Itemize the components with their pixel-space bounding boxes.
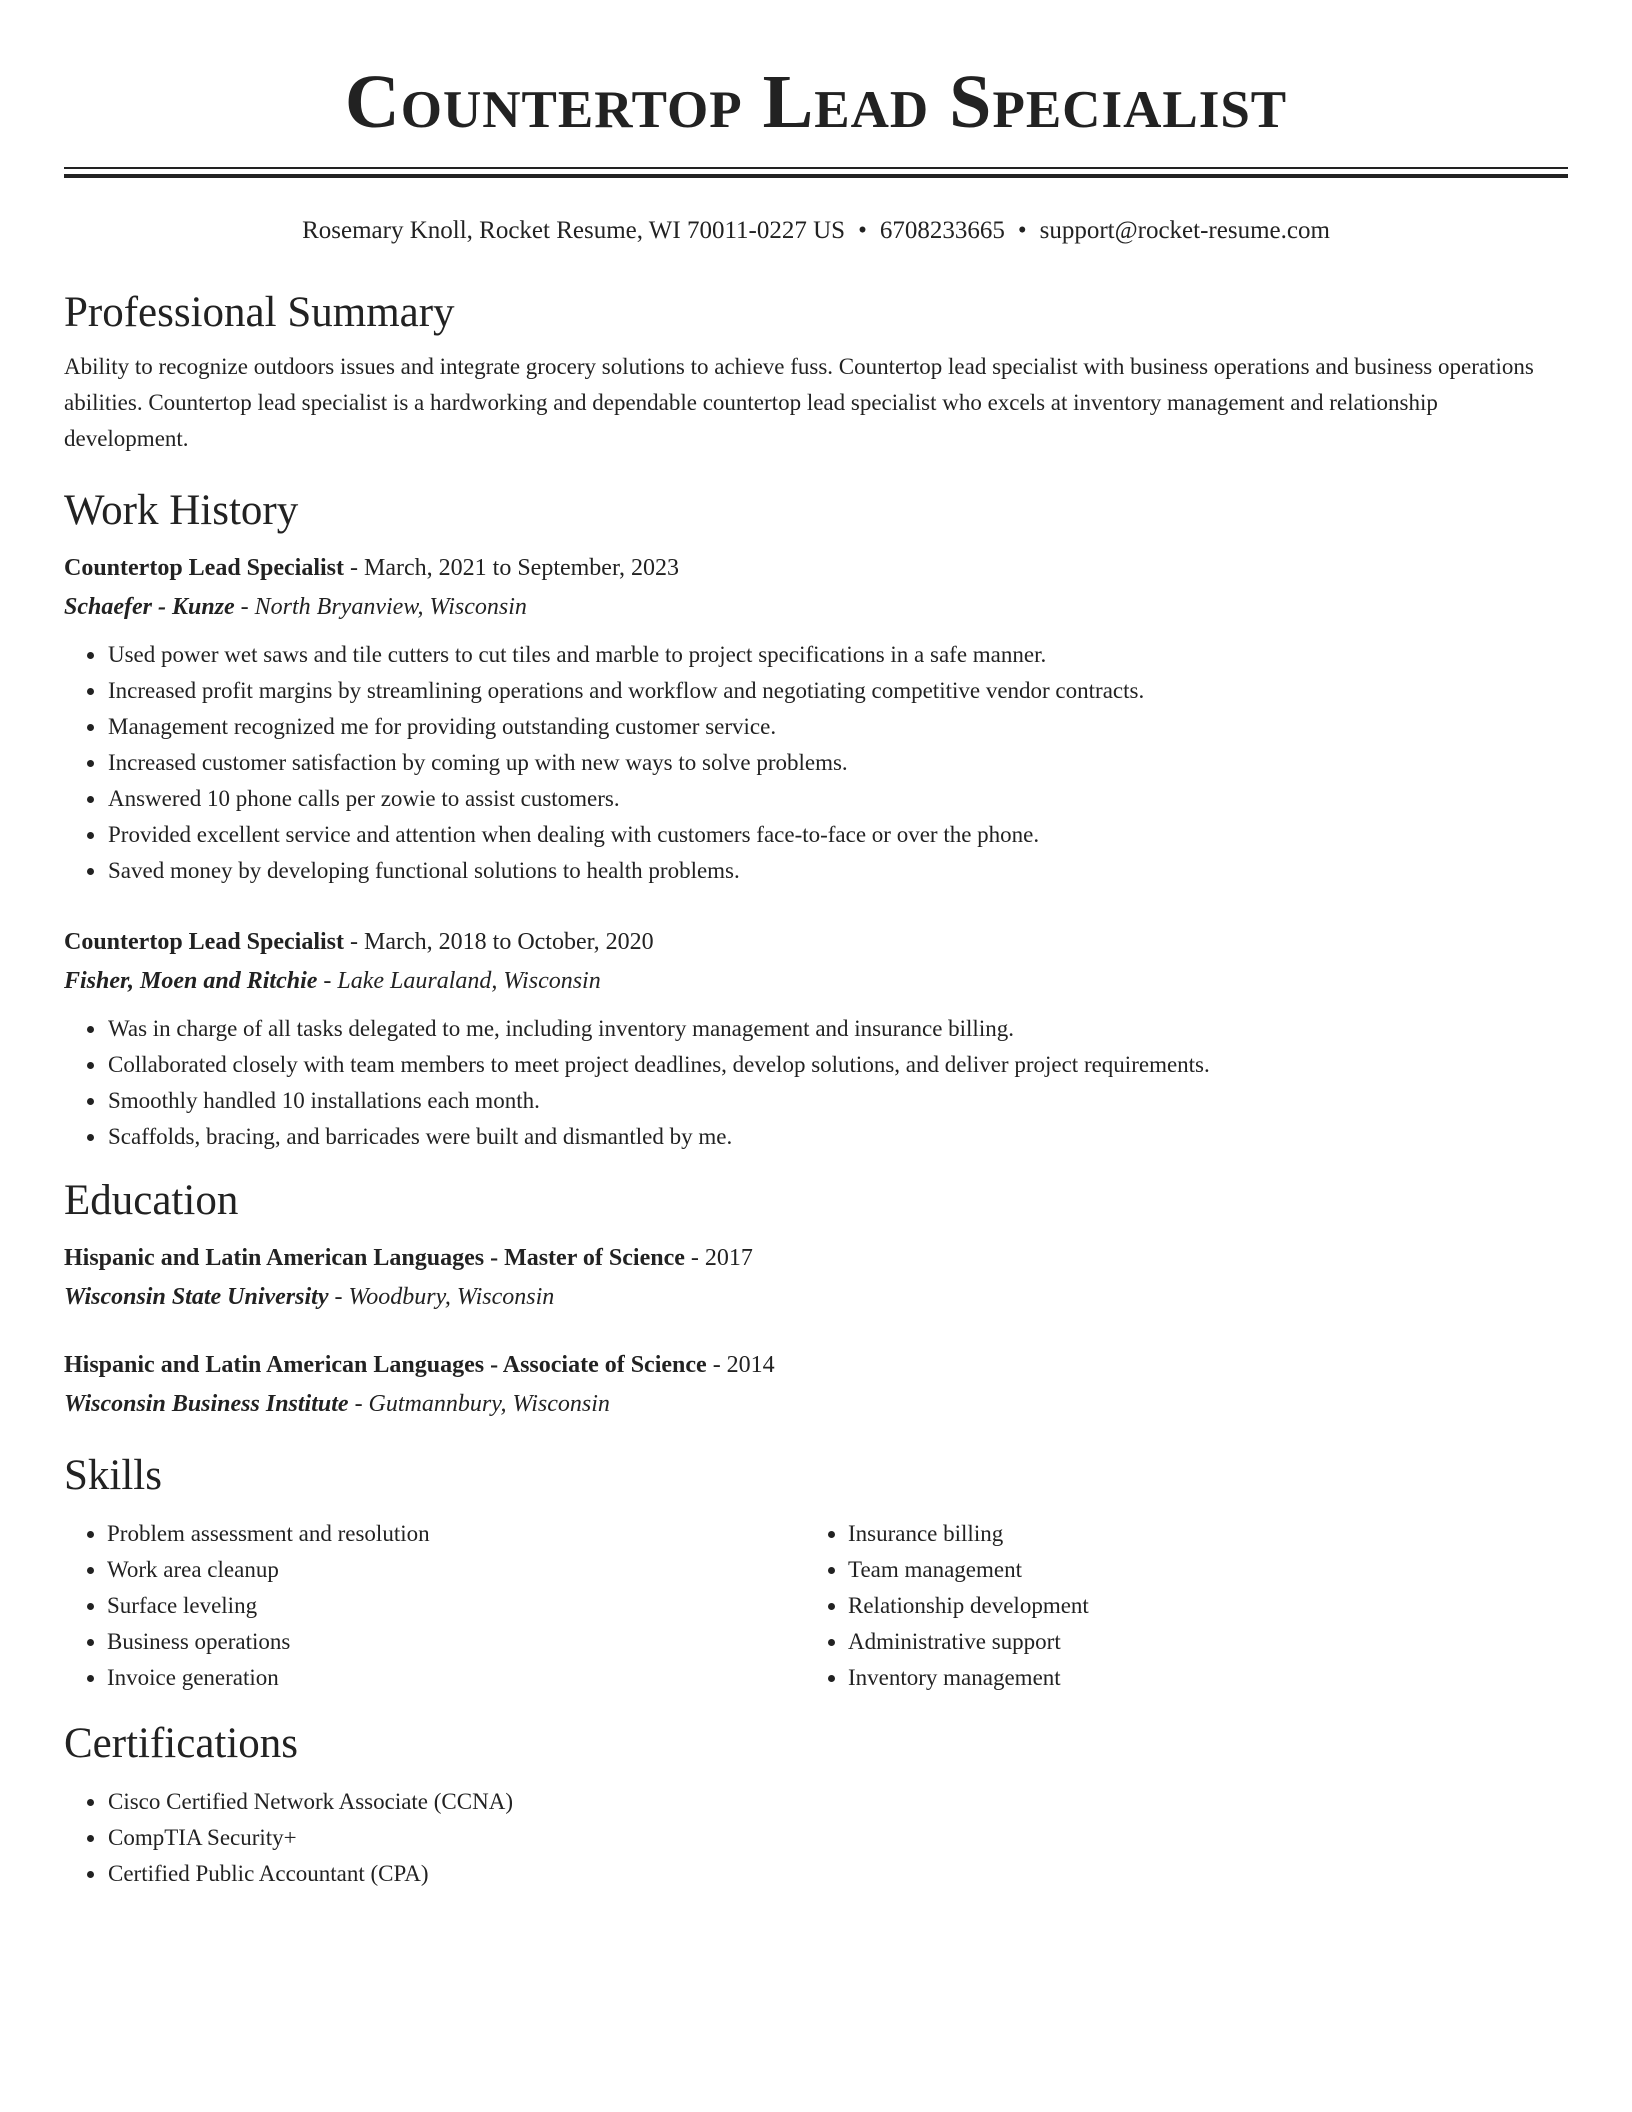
title-rule-thick [64,174,1568,178]
resume-content [64,287,1568,1892]
job-role: Countertop Lead Specialist [64,929,345,955]
certification-item: • Cisco Certified Network Associate (CCNA) [107,1784,1568,1820]
summary-heading: Professional Summary [64,289,455,336]
work-history-section [64,485,1568,1155]
degree-year: - 2017 [684,1245,753,1271]
school-location: - Gutmannbury, Wisconsin [348,1391,610,1417]
contact-email: support@rocket-resume.com [1039,217,1330,244]
summary-text: Ability to recognize outdoors issues and integrate grocery solutions to achieve fuss. Countertop lead specialist with business operations and business operations abilities. Countertop lead specialist is a hardworking and dependable countertop lead specialist who excels at inventory management and relationship development. [64,354,1534,451]
skill-item: • Team management [848,1552,1548,1588]
job-bullet: • Saved money by developing functional solutions to health problems. [107,853,1568,889]
job-company-line [64,961,1568,1001]
job-entry [64,549,1568,889]
job-bullet: • Management recognized me for providing outstanding customer service. [107,709,1568,745]
job-bullet: • Answered 10 phone calls per zowie to assist customers. [107,781,1568,817]
degree-name: Hispanic and Latin American Languages - Master of Science [64,1245,685,1271]
summary-section [64,287,1568,457]
skill-item: • Invoice generation [107,1660,807,1696]
skill-item: • Problem assessment and resolution [107,1516,807,1552]
certifications-heading: Certifications [64,1720,299,1767]
skill-item: • Business operations [107,1624,807,1660]
education-entry [64,1239,1568,1317]
job-bullet: • Smoothly handled 10 installations each month. [107,1083,1568,1119]
title-rule-thin [64,167,1568,169]
certifications-section [64,1718,1568,1892]
school-line [64,1277,1568,1317]
skill-item: • Work area cleanup [107,1552,807,1588]
degree-line [64,1346,1568,1384]
skills-section [64,1450,1568,1696]
degree-year: - 2014 [706,1352,775,1378]
education-entry [64,1346,1568,1424]
job-bullet: • Was in charge of all tasks delegated to me, including inventory management and insurance billing. [107,1011,1568,1047]
job-bullet: • Increased profit margins by streamlining operations and workflow and negotiating competitive vendor contracts. [107,673,1568,709]
job-bullets [64,1011,1568,1155]
degree-name: Hispanic and Latin American Languages - Associate of Science [64,1352,707,1378]
resume-title: Countertop Lead Specialist [344,60,1288,144]
contact-separator: • [1017,217,1027,244]
job-company-line [64,587,1568,627]
skills-column-left [64,1516,807,1696]
education-section [64,1175,1568,1424]
school-name: Wisconsin State University [64,1284,329,1310]
school-location: - Woodbury, Wisconsin [328,1284,555,1310]
job-location: - North Bryanview, Wisconsin [234,594,527,620]
degree-line [64,1239,1568,1277]
skill-item: • Relationship development [848,1588,1548,1624]
job-company: Schaefer - Kunze [64,594,235,620]
skill-item: • Administrative support [848,1624,1548,1660]
job-bullets [64,637,1568,889]
job-dates: - March, 2021 to September, 2023 [344,555,679,581]
skill-item: • Inventory management [848,1660,1548,1696]
skill-item: • Surface leveling [107,1588,807,1624]
job-bullet: • Provided excellent service and attention when dealing with customers face-to-face or over the phone. [107,817,1568,853]
certification-item: • Certified Public Accountant (CPA) [107,1856,1568,1892]
job-bullet: • Scaffolds, bracing, and barricades were built and dismantled by me. [107,1119,1568,1155]
job-bullet: • Collaborated closely with team members to meet project deadlines, develop solutions, and deliver project requirements. [107,1047,1568,1083]
school-name: Wisconsin Business Institute [64,1391,349,1417]
job-location: - Lake Lauraland, Wisconsin [317,968,601,994]
job-company: Fisher, Moen and Ritchie [64,968,318,994]
work-history-heading: Work History [64,487,299,534]
contact-separator: • [858,217,867,244]
certification-item: • CompTIA Security+ [107,1820,1568,1856]
skills-heading: Skills [64,1452,162,1499]
contact-line [0,214,1632,248]
school-line [64,1384,1568,1424]
skills-columns [64,1516,1568,1696]
job-bullet: • Used power wet saws and tile cutters to cut tiles and marble to project specifications in a safe manner. [107,637,1568,673]
job-title-line [64,923,1568,961]
certifications-list [64,1784,1568,1892]
contact-phone: 6708233665 [879,217,1005,244]
job-bullet: • Increased customer satisfaction by coming up with new ways to solve problems. [107,745,1568,781]
job-dates: - March, 2018 to October, 2020 [344,929,654,955]
skills-column-right [805,1516,1548,1696]
education-heading: Education [64,1177,239,1224]
job-title-line [64,549,1568,587]
job-entry [64,923,1568,1155]
job-role: Countertop Lead Specialist [64,555,345,581]
skill-item: • Insurance billing [848,1516,1548,1552]
contact-address: Rosemary Knoll, Rocket Resume, WI 70011-0227 US [302,217,846,244]
